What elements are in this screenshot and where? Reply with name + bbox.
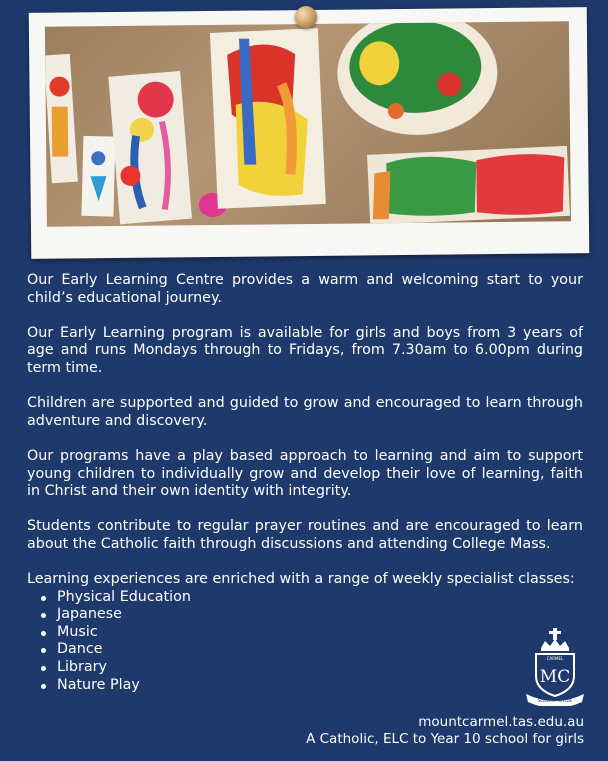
footer xyxy=(306,714,584,748)
school-crest-logo xyxy=(524,628,586,706)
push-pin-icon xyxy=(295,6,317,28)
list-item: Japanese xyxy=(57,606,583,624)
paragraph-intro: Our Early Learning Centre provides a warm and welcoming start to your child’s educational journey. xyxy=(27,272,583,306)
list-item: Dance xyxy=(57,641,583,659)
specialist-classes-list xyxy=(27,589,583,695)
paragraph-approach: Our programs have a play based approach to learning and aim to support young children to individually grow and develop their love of learning, faith in Christ and their own identity with integrity. xyxy=(27,447,583,500)
website-link[interactable]: mountcarmel.tas.edu.au xyxy=(418,714,584,730)
paragraph-support: Children are supported and guided to grow and encouraged to learn through adventure and discovery. xyxy=(27,395,583,429)
childrens-paintings-photo xyxy=(45,21,571,226)
paragraph-specialist: Learning experiences are enriched with a range of weekly specialist classes: xyxy=(27,571,575,588)
svg-text:SCIENTIA IN FIDE: SCIENTIA IN FIDE xyxy=(537,698,573,703)
school-tagline: A Catholic, ELC to Year 10 school for girls xyxy=(306,731,584,747)
list-item: Music xyxy=(57,624,583,642)
main-content xyxy=(27,272,583,694)
list-item: Nature Play xyxy=(57,677,583,695)
polaroid-photo-frame xyxy=(29,7,590,259)
paragraph-faith: Students contribute to regular prayer routines and are encouraged to learn about the Catholic faith through discussions and attending College Mass. xyxy=(27,518,583,552)
svg-text:MC: MC xyxy=(539,667,571,687)
paintings-illustration xyxy=(45,21,571,226)
list-item: Library xyxy=(57,659,583,677)
svg-text:CARMEL: CARMEL xyxy=(546,656,564,661)
paragraph-program: Our Early Learning program is available for girls and boys from 3 years of age and runs Mondays through to Fridays, from 7.30am to 6.00pm during term time. xyxy=(27,324,583,376)
list-item: Physical Education xyxy=(57,589,583,607)
